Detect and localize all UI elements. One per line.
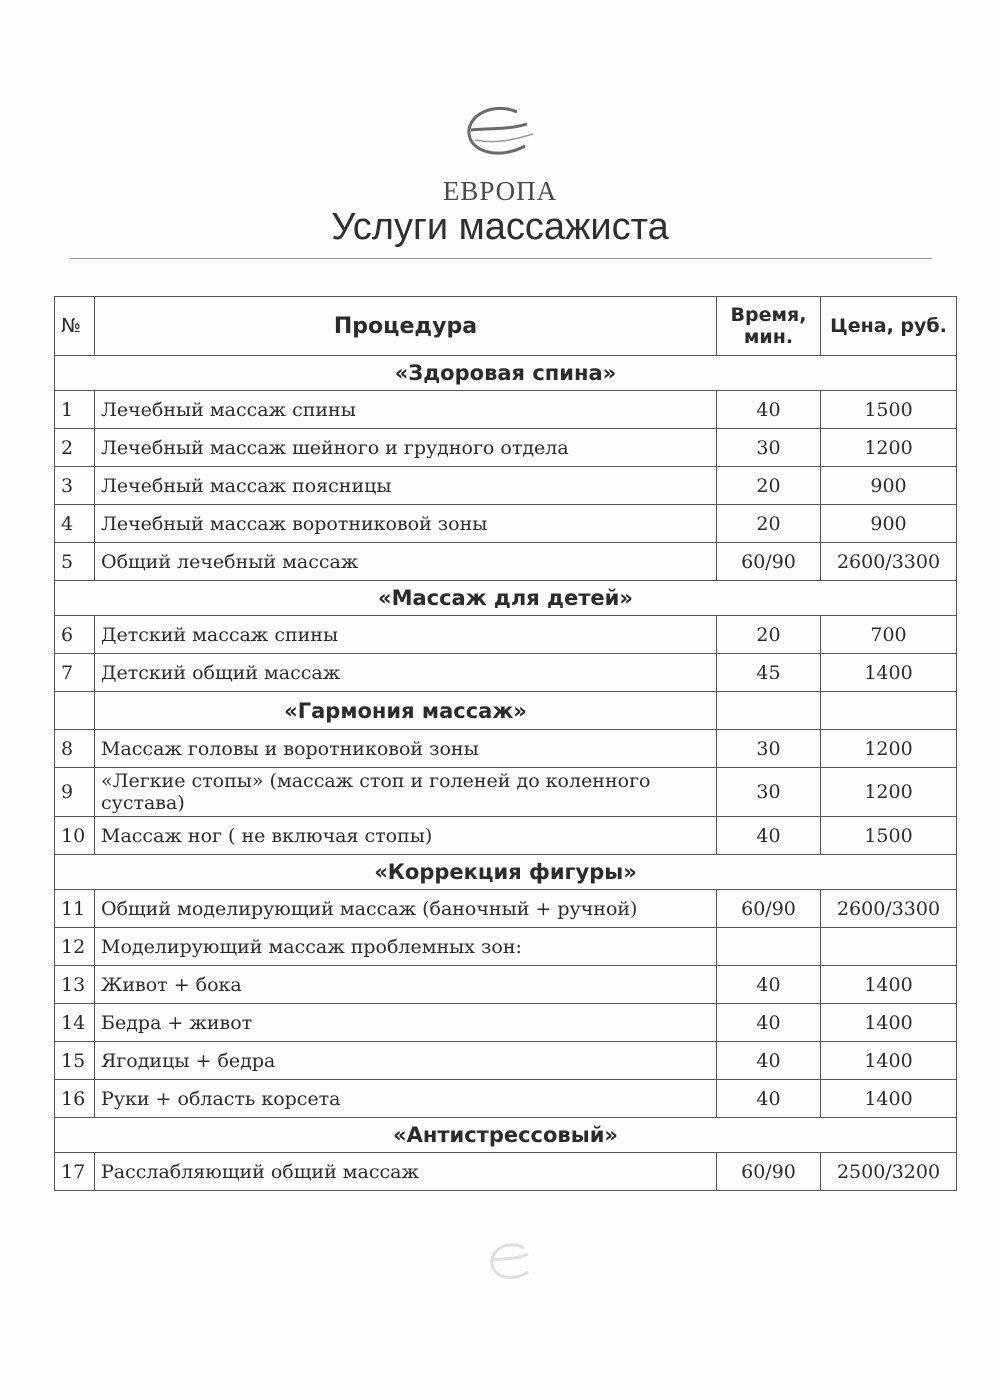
section-title: «Коррекция фигуры» bbox=[55, 855, 957, 890]
row-number: 12 bbox=[55, 928, 95, 966]
row-number: 5 bbox=[55, 543, 95, 581]
row-number: 10 bbox=[55, 817, 95, 855]
procedure-name: Общий лечебный массаж bbox=[95, 543, 717, 581]
row-number: 1 bbox=[55, 391, 95, 429]
procedure-name: Общий моделирующий массаж (баночный + ручной) bbox=[95, 890, 717, 928]
services-table bbox=[54, 296, 957, 1191]
title-divider bbox=[70, 258, 932, 259]
price-rub: 1400 bbox=[821, 1004, 957, 1042]
procedure-name: Лечебный массаж воротниковой зоны bbox=[95, 505, 717, 543]
procedure-name: Моделирующий массаж проблемных зон: bbox=[95, 928, 717, 966]
duration-minutes: 60/90 bbox=[717, 543, 821, 581]
table-header-row bbox=[55, 297, 957, 356]
row-number: 7 bbox=[55, 654, 95, 692]
procedure-name: Лечебный массаж шейного и грудного отдела bbox=[95, 429, 717, 467]
procedure-name: Детский общий массаж bbox=[95, 654, 717, 692]
procedure-name: Массаж головы и воротниковой зоны bbox=[95, 730, 717, 768]
price-rub: 2600/3300 bbox=[821, 543, 957, 581]
section-empty-cell bbox=[717, 692, 821, 730]
price-rub: 2600/3300 bbox=[821, 890, 957, 928]
row-number: 14 bbox=[55, 1004, 95, 1042]
duration-minutes: 20 bbox=[717, 505, 821, 543]
table-row bbox=[55, 817, 957, 855]
price-rub: 1400 bbox=[821, 966, 957, 1004]
duration-minutes: 40 bbox=[717, 391, 821, 429]
procedure-name: Массаж ног ( не включая стопы) bbox=[95, 817, 717, 855]
table-row bbox=[55, 467, 957, 505]
duration-minutes: 30 bbox=[717, 768, 821, 817]
table-row bbox=[55, 966, 957, 1004]
duration-minutes bbox=[717, 928, 821, 966]
section-title: «Гармония массаж» bbox=[95, 692, 717, 730]
price-rub: 1500 bbox=[821, 817, 957, 855]
section-header-row bbox=[55, 855, 957, 890]
procedure-name: Руки + область корсета bbox=[95, 1080, 717, 1118]
row-number: 15 bbox=[55, 1042, 95, 1080]
duration-minutes: 60/90 bbox=[717, 1153, 821, 1191]
duration-minutes: 45 bbox=[717, 654, 821, 692]
brand-name: ЕВРОПА bbox=[442, 176, 558, 206]
europa-logo-icon bbox=[455, 100, 545, 170]
duration-minutes: 40 bbox=[717, 817, 821, 855]
page-title: Услуги массажиста bbox=[331, 206, 669, 248]
price-rub: 1200 bbox=[821, 429, 957, 467]
table-row bbox=[55, 505, 957, 543]
header-price: Цена, руб. bbox=[821, 297, 957, 356]
price-rub: 1500 bbox=[821, 391, 957, 429]
row-number: 13 bbox=[55, 966, 95, 1004]
price-rub: 1400 bbox=[821, 1080, 957, 1118]
duration-minutes: 20 bbox=[717, 616, 821, 654]
duration-minutes: 40 bbox=[717, 1080, 821, 1118]
section-title: «Здоровая спина» bbox=[55, 356, 957, 391]
procedure-name: Живот + бока bbox=[95, 966, 717, 1004]
duration-minutes: 30 bbox=[717, 730, 821, 768]
table-row bbox=[55, 1004, 957, 1042]
row-number: 2 bbox=[55, 429, 95, 467]
table-row bbox=[55, 543, 957, 581]
section-empty-cell bbox=[55, 692, 95, 730]
price-rub: 2500/3200 bbox=[821, 1153, 957, 1191]
procedure-name: Бедра + живот bbox=[95, 1004, 717, 1042]
section-title: «Антистрессовый» bbox=[55, 1118, 957, 1153]
row-number: 8 bbox=[55, 730, 95, 768]
section-header-row bbox=[55, 356, 957, 391]
price-rub: 900 bbox=[821, 505, 957, 543]
procedure-name: Лечебный массаж поясницы bbox=[95, 467, 717, 505]
row-number: 9 bbox=[55, 768, 95, 817]
price-rub: 1200 bbox=[821, 730, 957, 768]
header-time: Время, мин. bbox=[717, 297, 821, 356]
table-row bbox=[55, 429, 957, 467]
table-row bbox=[55, 616, 957, 654]
table-row bbox=[55, 890, 957, 928]
table-row bbox=[55, 928, 957, 966]
procedure-name: Ягодицы + бедра bbox=[95, 1042, 717, 1080]
price-rub: 900 bbox=[821, 467, 957, 505]
price-rub: 1400 bbox=[821, 1042, 957, 1080]
section-header-row bbox=[55, 1118, 957, 1153]
duration-minutes: 60/90 bbox=[717, 890, 821, 928]
duration-minutes: 40 bbox=[717, 966, 821, 1004]
header-procedure: Процедура bbox=[95, 297, 717, 356]
table-row bbox=[55, 768, 957, 817]
duration-minutes: 20 bbox=[717, 467, 821, 505]
europa-watermark-icon bbox=[480, 1238, 540, 1288]
row-number: 17 bbox=[55, 1153, 95, 1191]
price-rub: 1200 bbox=[821, 768, 957, 817]
table-row bbox=[55, 654, 957, 692]
procedure-name: Детский массаж спины bbox=[95, 616, 717, 654]
section-empty-cell bbox=[821, 692, 957, 730]
header-num: № bbox=[55, 297, 95, 356]
procedure-name: Лечебный массаж спины bbox=[95, 391, 717, 429]
duration-minutes: 40 bbox=[717, 1042, 821, 1080]
table-row bbox=[55, 1042, 957, 1080]
row-number: 16 bbox=[55, 1080, 95, 1118]
row-number: 4 bbox=[55, 505, 95, 543]
price-rub bbox=[821, 928, 957, 966]
row-number: 6 bbox=[55, 616, 95, 654]
row-number: 3 bbox=[55, 467, 95, 505]
procedure-name: «Легкие стопы» (массаж стоп и голеней до коленного сустава) bbox=[95, 768, 717, 817]
table-row bbox=[55, 1153, 957, 1191]
section-header-row bbox=[55, 692, 957, 730]
procedure-name: Расслабляющий общий массаж bbox=[95, 1153, 717, 1191]
section-title: «Массаж для детей» bbox=[55, 581, 957, 616]
table-row bbox=[55, 391, 957, 429]
price-rub: 1400 bbox=[821, 654, 957, 692]
row-number: 11 bbox=[55, 890, 95, 928]
duration-minutes: 30 bbox=[717, 429, 821, 467]
price-rub: 700 bbox=[821, 616, 957, 654]
duration-minutes: 40 bbox=[717, 1004, 821, 1042]
section-header-row bbox=[55, 581, 957, 616]
table-row bbox=[55, 730, 957, 768]
table-row bbox=[55, 1080, 957, 1118]
